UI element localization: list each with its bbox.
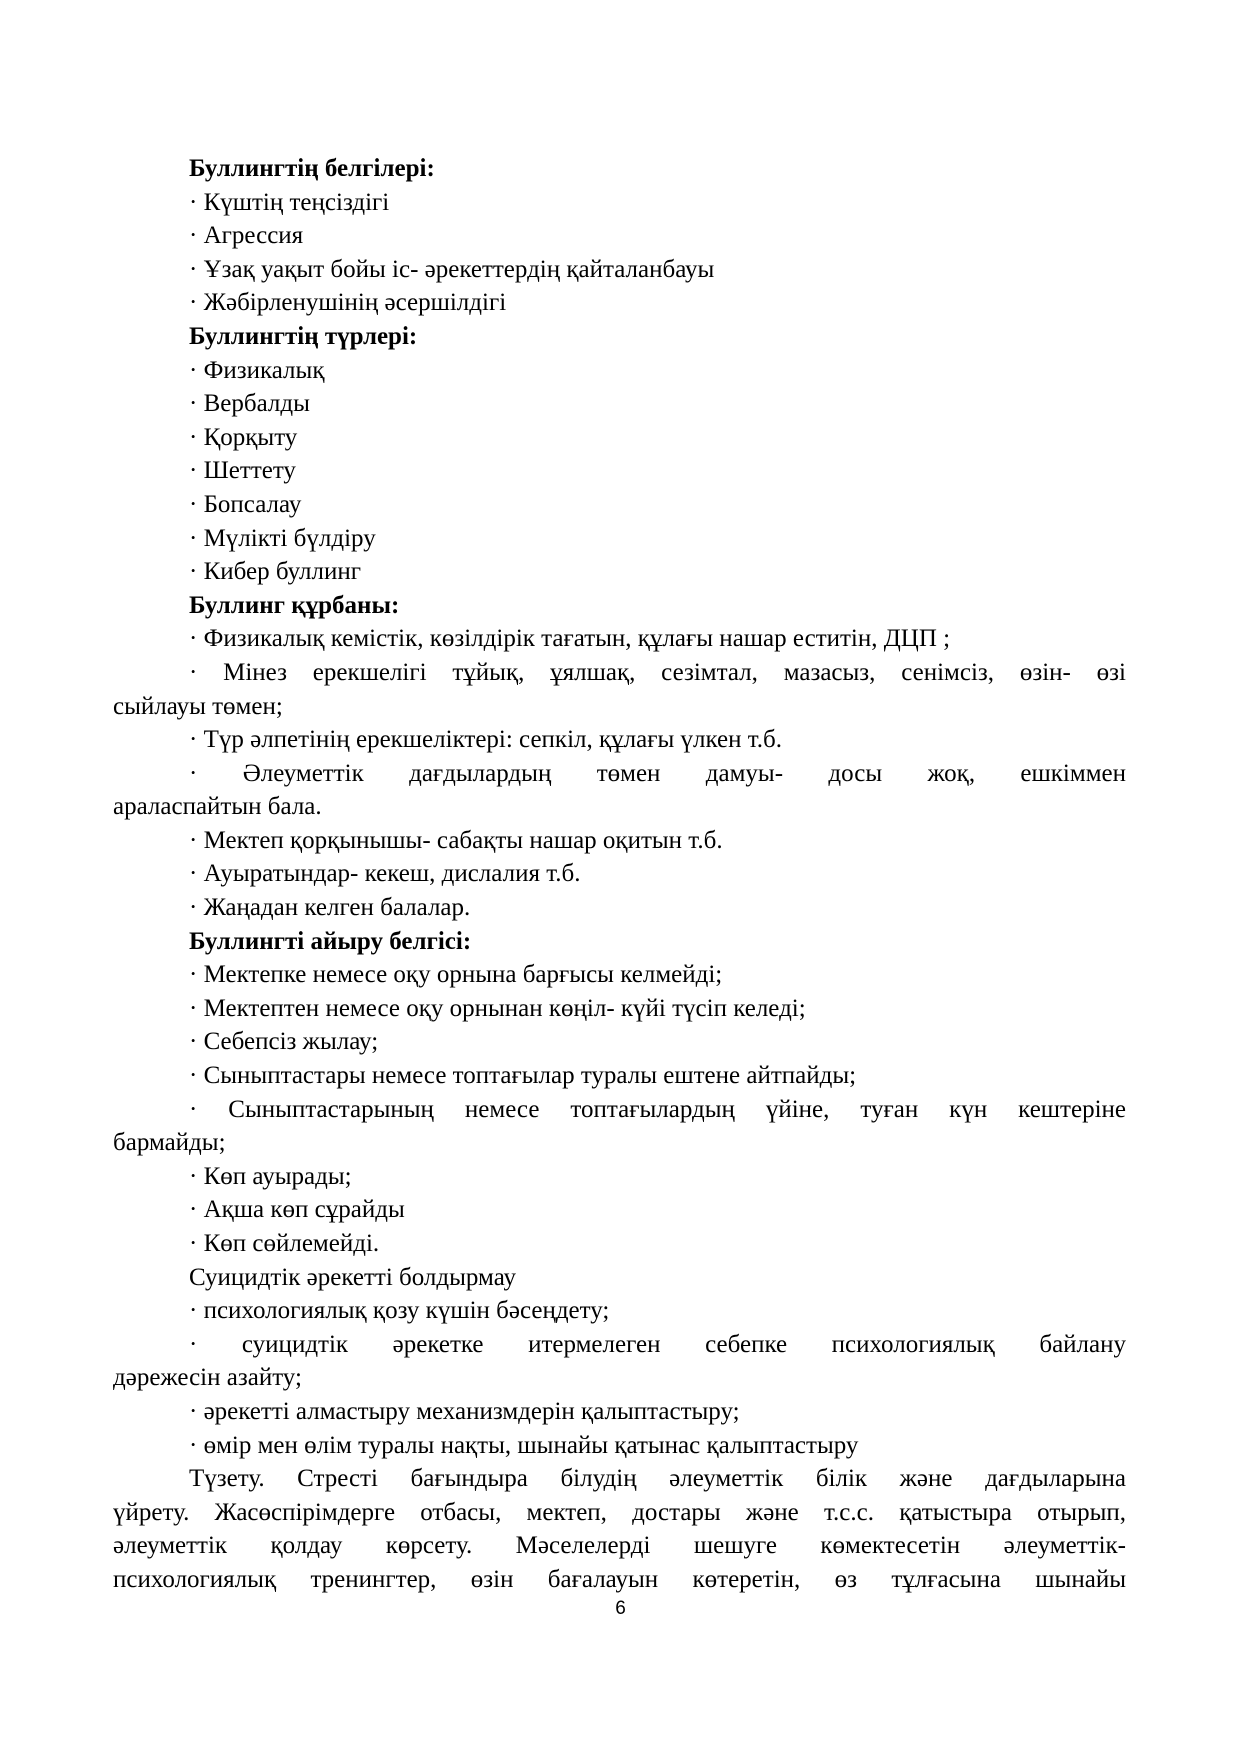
list-item: · Мүлікті бүлдіру	[189, 524, 376, 552]
page-number: 6	[615, 1598, 626, 1619]
list-item: · әрекетті алмастыру механизмдерін қалыптастыру;	[189, 1397, 740, 1425]
list-item: · Кибер буллинг	[189, 558, 361, 586]
correction-paragraph-line: әлеуметтік қолдау көрсету. Мәселелерді шешуге көмектесетін әлеуметтік-	[113, 1532, 1126, 1560]
list-item-continuation: бармайды;	[113, 1129, 226, 1157]
list-item: · Жаңадан келген балалар.	[189, 894, 471, 922]
list-item: · Мінез ерекшелігі тұйық, ұялшақ, сезімтал, мазасыз, сенімсіз, өзін- өзі	[189, 658, 1126, 686]
list-item-continuation: сыйлауы төмен;	[113, 692, 283, 720]
correction-paragraph-line: психологиялық тренингтер, өзін бағалауын көтеретін, өз тұлғасына шынайы	[113, 1565, 1126, 1593]
heading-bullying-victim: Буллинг құрбаны:	[189, 591, 400, 619]
heading-bullying-detection: Буллингті айыру белгісі:	[189, 927, 472, 955]
list-item-continuation: дәрежесін азайту;	[113, 1364, 302, 1392]
correction-paragraph-line: Түзету. Стресті бағындыра білудің әлеуметтік білік және дағдыларына	[189, 1465, 1126, 1493]
list-item: · Агрессия	[189, 222, 304, 250]
list-item: · Физикалық кемістік, көзілдірік тағатын, құлағы нашар еститін, ДЦП ;	[189, 625, 951, 653]
list-item: · Мектеп қорқынышы- сабақты нашар оқитын т.б.	[189, 826, 723, 854]
page-content	[113, 152, 1126, 1597]
list-item: · Мектепке немесе оқу орнына барғысы келмейді;	[189, 961, 723, 989]
list-item-continuation: араласпайтын бала.	[113, 793, 322, 821]
heading-bullying-signs: Буллингтің белгілері:	[189, 155, 435, 182]
list-item: · Көп ауырады;	[189, 1162, 352, 1190]
list-item: · Ақша көп сұрайды	[189, 1196, 405, 1224]
list-item: · Ұзақ уақыт бойы іс- әрекеттердің қайталанбауы	[189, 255, 715, 283]
heading-bullying-types: Буллингтің түрлері:	[189, 322, 418, 350]
list-item: · Вербалды	[189, 390, 310, 418]
list-item: · Жәбірленушінің әсершілдігі	[189, 289, 507, 317]
list-item: · Шеттету	[189, 457, 296, 485]
list-item: · Физикалық	[189, 356, 325, 384]
list-item: · Әлеуметтік дағдылардың төмен дамуы- досы жоқ, ешкіммен	[189, 759, 1126, 787]
heading-suicide-prevention: Суицидтік әрекетті болдырмау	[189, 1263, 517, 1291]
list-item: · Көп сөйлемейді.	[189, 1230, 380, 1257]
correction-paragraph-line: үйрету. Жасөспірімдерге отбасы, мектеп, достары және т.с.с. қатыстыра отырып,	[113, 1498, 1126, 1526]
list-item: · Сыныптастарының немесе топтағылардың үйіне, туған күн кештеріне	[189, 1095, 1126, 1123]
list-item: · Ауыратындар- кекеш, дислалия т.б.	[189, 860, 581, 888]
list-item: · Бопсалау	[189, 490, 302, 518]
list-item: · Сыныптастары немесе топтағылар туралы ештене айтпайды;	[189, 1062, 857, 1090]
list-item: · өмір мен өлім туралы нақты, шынайы қатынас қалыптастыру	[189, 1431, 859, 1459]
list-item: · суицидтік әрекетке итермелеген себепке психологиялық байлану	[189, 1330, 1126, 1358]
list-item: · психологиялық қозу күшін бәсеңдету;	[189, 1297, 610, 1325]
list-item: · Күштің теңсіздігі	[189, 188, 390, 216]
list-item: · Мектептен немесе оқу орнынан көңіл- күйі түсіп келеді;	[189, 994, 806, 1022]
list-item: · Қорқыту	[189, 423, 298, 451]
list-item: · Түр әлпетінің ерекшеліктері: сепкіл, құлағы үлкен т.б.	[189, 726, 783, 754]
list-item: · Себепсіз жылау;	[189, 1028, 379, 1056]
